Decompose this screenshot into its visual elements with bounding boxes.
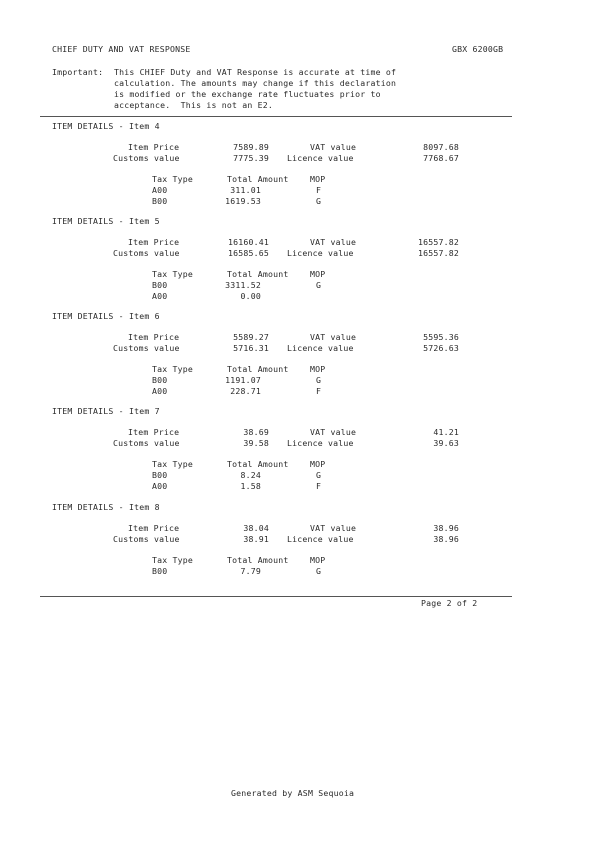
item-price-label: Item Price [128, 237, 180, 247]
important-line-3: is modified or the exchange rate fluctuates prior to [114, 89, 381, 99]
licence-value: 16557.82 [417, 248, 459, 258]
vat-value-label: VAT value [310, 523, 357, 533]
vat-value-label: VAT value [310, 332, 357, 342]
licence-value-label: Licence value [287, 534, 354, 544]
important-line-1: This CHIEF Duty and VAT Response is accurate at time of [114, 67, 397, 77]
mop-cell: G [316, 375, 322, 385]
vat-value: 5595.36 [423, 332, 459, 342]
customs-value: 7775.39 [233, 153, 269, 163]
item-heading: ITEM DETAILS - Item 4 [52, 121, 160, 131]
item-price-label: Item Price [128, 427, 180, 437]
vat-value: 16557.82 [417, 237, 459, 247]
tax-type-header: Tax Type [152, 174, 194, 184]
item-price-value: 7589.89 [233, 142, 269, 152]
licence-value: 5726.63 [423, 343, 459, 353]
tax-type-header: Tax Type [152, 269, 194, 279]
customs-value: 39.58 [243, 438, 269, 448]
mop-header: MOP [310, 364, 326, 374]
mop-cell: G [316, 196, 322, 206]
tax-amount-cell: 1619.53 [225, 196, 261, 206]
licence-value-label: Licence value [287, 438, 354, 448]
tax-type-header: Tax Type [152, 364, 194, 374]
important-line-2: calculation. The amounts may change if this declaration [114, 78, 397, 88]
tax-amount-cell: 0.00 [240, 291, 261, 301]
important-label: Important: [52, 67, 104, 77]
item-price-value: 5589.27 [233, 332, 269, 342]
item-price-label: Item Price [128, 142, 180, 152]
tax-type-cell: B00 [152, 280, 168, 290]
vat-value: 38.96 [433, 523, 459, 533]
item-heading: ITEM DETAILS - Item 7 [52, 406, 160, 416]
item-price-value: 38.69 [243, 427, 269, 437]
mop-cell: F [316, 481, 322, 491]
licence-value-label: Licence value [287, 343, 354, 353]
item-price-value: 38.04 [243, 523, 269, 533]
tax-type-header: Tax Type [152, 555, 194, 565]
item-price-value: 16160.41 [227, 237, 269, 247]
item-price-label: Item Price [128, 523, 180, 533]
item-heading: ITEM DETAILS - Item 8 [52, 502, 160, 512]
customs-value-label: Customs value [113, 248, 180, 258]
tax-type-cell: A00 [152, 185, 168, 195]
tax-type-cell: A00 [152, 291, 168, 301]
total-amount-header: Total Amount [227, 459, 289, 469]
tax-type-cell: B00 [152, 196, 168, 206]
tax-amount-cell: 1191.07 [225, 375, 261, 385]
vat-value-label: VAT value [310, 142, 357, 152]
header-divider [40, 116, 512, 117]
mop-header: MOP [310, 555, 326, 565]
tax-amount-cell: 3311.52 [225, 280, 261, 290]
tax-type-cell: A00 [152, 386, 168, 396]
vat-value: 41.21 [433, 427, 459, 437]
document-title: CHIEF DUTY AND VAT RESPONSE [52, 44, 191, 54]
tax-type-cell: B00 [152, 375, 168, 385]
mop-header: MOP [310, 174, 326, 184]
item-heading: ITEM DETAILS - Item 5 [52, 216, 160, 226]
page-number: Page 2 of 2 [421, 598, 478, 608]
mop-cell: G [316, 470, 322, 480]
customs-value: 5716.31 [233, 343, 269, 353]
mop-cell: G [316, 280, 322, 290]
licence-value-label: Licence value [287, 153, 354, 163]
item-price-label: Item Price [128, 332, 180, 342]
customs-value-label: Customs value [113, 438, 180, 448]
mop-cell: F [316, 185, 322, 195]
footer-divider [40, 596, 512, 597]
mop-header: MOP [310, 459, 326, 469]
item-heading: ITEM DETAILS - Item 6 [52, 311, 160, 321]
total-amount-header: Total Amount [227, 364, 289, 374]
mop-header: MOP [310, 269, 326, 279]
licence-value: 38.96 [433, 534, 459, 544]
tax-amount-cell: 311.01 [230, 185, 261, 195]
reference-number: GBX 6200GB [452, 44, 504, 54]
total-amount-header: Total Amount [227, 269, 289, 279]
mop-cell: F [316, 386, 322, 396]
tax-type-cell: B00 [152, 470, 168, 480]
total-amount-header: Total Amount [227, 174, 289, 184]
generated-by: Generated by ASM Sequoia [231, 788, 355, 798]
tax-type-header: Tax Type [152, 459, 194, 469]
tax-amount-cell: 7.79 [240, 566, 261, 576]
important-line-4: acceptance. This is not an E2. [114, 100, 274, 110]
customs-value-label: Customs value [113, 343, 180, 353]
licence-value: 7768.67 [423, 153, 459, 163]
tax-amount-cell: 228.71 [230, 386, 261, 396]
customs-value-label: Customs value [113, 534, 180, 544]
tax-amount-cell: 1.58 [240, 481, 261, 491]
vat-value-label: VAT value [310, 237, 357, 247]
vat-value-label: VAT value [310, 427, 357, 437]
vat-value: 8097.68 [423, 142, 459, 152]
customs-value: 16585.65 [227, 248, 269, 258]
tax-amount-cell: 8.24 [240, 470, 261, 480]
licence-value-label: Licence value [287, 248, 354, 258]
customs-value: 38.91 [243, 534, 269, 544]
tax-type-cell: A00 [152, 481, 168, 491]
customs-value-label: Customs value [113, 153, 180, 163]
total-amount-header: Total Amount [227, 555, 289, 565]
licence-value: 39.63 [433, 438, 459, 448]
mop-cell: G [316, 566, 322, 576]
tax-type-cell: B00 [152, 566, 168, 576]
